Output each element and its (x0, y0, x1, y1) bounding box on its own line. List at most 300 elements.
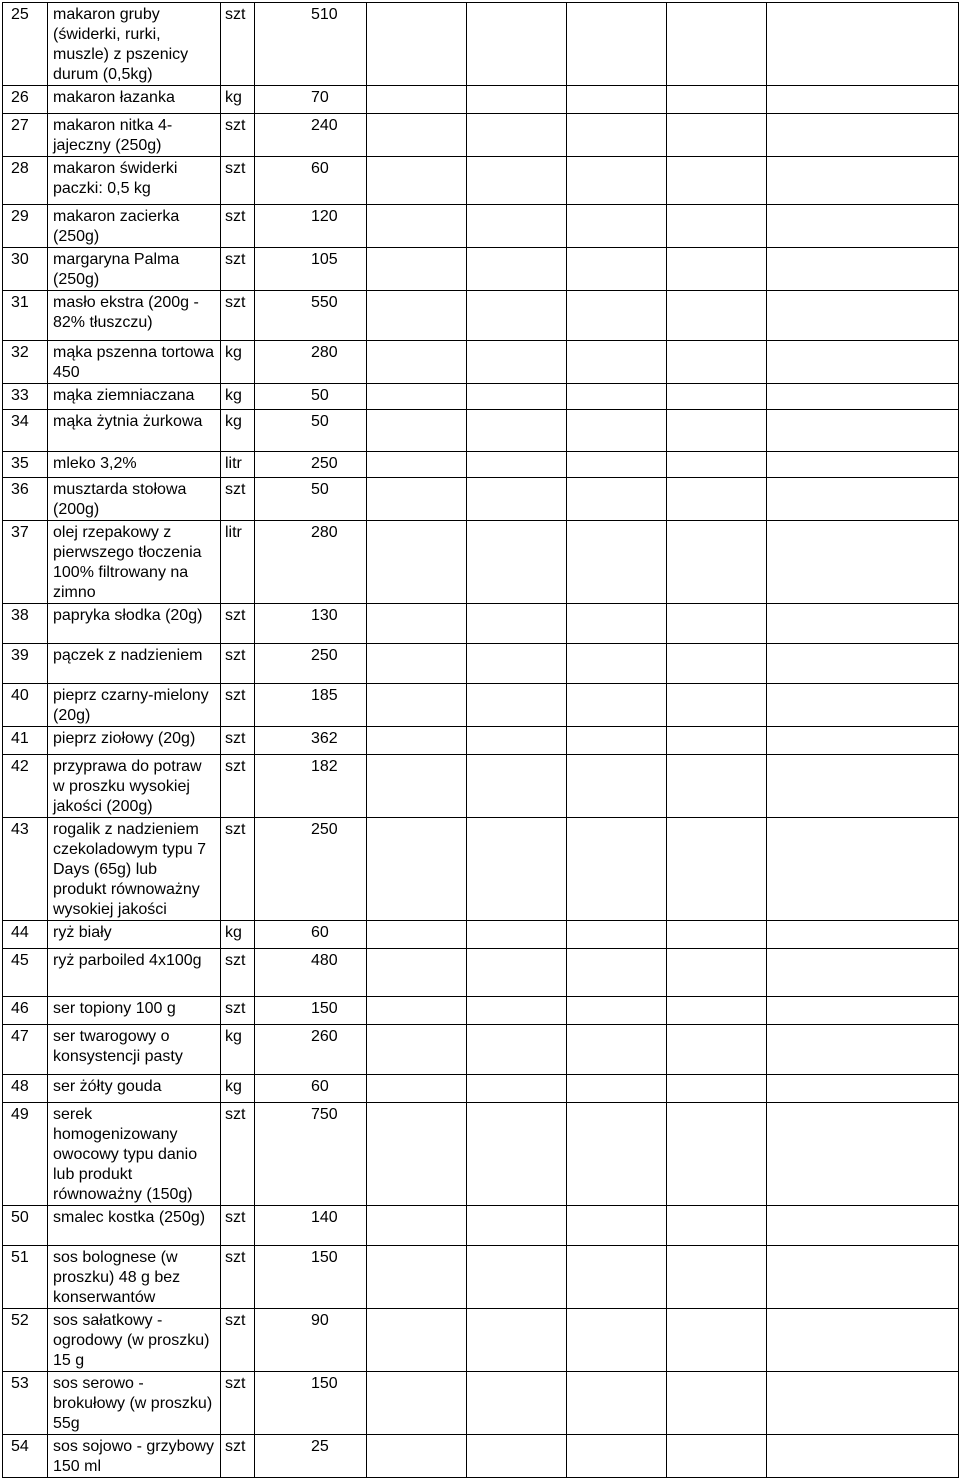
table-row (3, 1025, 959, 1075)
unit: kg (221, 384, 255, 410)
empty-cell (467, 3, 567, 86)
row-number: 36 (3, 478, 48, 521)
product-name: ser żółty gouda (48, 1075, 221, 1103)
empty-cell (667, 384, 767, 410)
row-number: 41 (3, 727, 48, 755)
empty-cell (667, 86, 767, 114)
empty-cell (667, 291, 767, 341)
empty-cell (467, 341, 567, 384)
empty-cell (567, 818, 667, 921)
empty-cell (467, 384, 567, 410)
table-row (3, 1103, 959, 1206)
empty-cell (467, 604, 567, 644)
unit: szt (221, 1206, 255, 1246)
empty-cell (667, 604, 767, 644)
empty-cell (667, 341, 767, 384)
empty-cell (367, 684, 467, 727)
quantity: 550 (255, 291, 367, 341)
quantity: 510 (255, 3, 367, 86)
empty-cell (567, 3, 667, 86)
table-row (3, 1246, 959, 1309)
row-number: 49 (3, 1103, 48, 1206)
empty-cell (467, 727, 567, 755)
product-name: mąka ziemniaczana (48, 384, 221, 410)
empty-cell (567, 604, 667, 644)
empty-cell (767, 157, 959, 205)
quantity: 150 (255, 1372, 367, 1435)
quantity: 50 (255, 410, 367, 452)
unit: szt (221, 1309, 255, 1372)
empty-cell (467, 1103, 567, 1206)
empty-cell (767, 410, 959, 452)
unit: szt (221, 684, 255, 727)
empty-cell (467, 1025, 567, 1075)
quantity: 182 (255, 755, 367, 818)
quantity: 130 (255, 604, 367, 644)
unit: szt (221, 478, 255, 521)
empty-cell (467, 1206, 567, 1246)
product-name: rogalik z nadzieniem czekoladowym typu 7 Days (65g) lub produkt równoważny wysokiej jakości (48, 818, 221, 921)
empty-cell (667, 114, 767, 157)
unit: kg (221, 410, 255, 452)
row-number: 30 (3, 248, 48, 291)
empty-cell (467, 997, 567, 1025)
empty-cell (367, 384, 467, 410)
unit: szt (221, 818, 255, 921)
product-name: makaron gruby (świderki, rurki, muszle) z pszenicy durum (0,5kg) (48, 3, 221, 86)
empty-cell (367, 921, 467, 949)
unit: szt (221, 727, 255, 755)
table-row (3, 86, 959, 114)
empty-cell (767, 3, 959, 86)
quantity: 25 (255, 1435, 367, 1478)
empty-cell (667, 727, 767, 755)
empty-cell (367, 1075, 467, 1103)
empty-cell (467, 644, 567, 684)
unit: szt (221, 755, 255, 818)
empty-cell (767, 1435, 959, 1478)
empty-cell (667, 644, 767, 684)
empty-cell (767, 205, 959, 248)
empty-cell (667, 478, 767, 521)
empty-cell (567, 1206, 667, 1246)
empty-cell (667, 997, 767, 1025)
row-number: 25 (3, 3, 48, 86)
empty-cell (567, 1246, 667, 1309)
table-row (3, 997, 959, 1025)
empty-cell (367, 755, 467, 818)
empty-cell (767, 1309, 959, 1372)
product-name: margaryna Palma (250g) (48, 248, 221, 291)
table-row (3, 114, 959, 157)
table-row (3, 921, 959, 949)
empty-cell (567, 1075, 667, 1103)
empty-cell (467, 410, 567, 452)
unit: szt (221, 644, 255, 684)
unit: szt (221, 949, 255, 997)
product-name: sos serowo - brokułowy (w proszku) 55g (48, 1372, 221, 1435)
table-row (3, 1372, 959, 1435)
empty-cell (567, 291, 667, 341)
quantity: 150 (255, 997, 367, 1025)
empty-cell (567, 921, 667, 949)
empty-cell (467, 921, 567, 949)
empty-cell (467, 157, 567, 205)
quantity: 480 (255, 949, 367, 997)
empty-cell (367, 644, 467, 684)
quantity: 260 (255, 1025, 367, 1075)
empty-cell (767, 997, 959, 1025)
row-number: 54 (3, 1435, 48, 1478)
empty-cell (567, 997, 667, 1025)
empty-cell (567, 727, 667, 755)
row-number: 35 (3, 452, 48, 478)
unit: szt (221, 3, 255, 86)
empty-cell (767, 478, 959, 521)
empty-cell (467, 248, 567, 291)
table-row (3, 205, 959, 248)
empty-cell (367, 1103, 467, 1206)
empty-cell (767, 341, 959, 384)
quantity: 50 (255, 478, 367, 521)
empty-cell (767, 818, 959, 921)
empty-cell (667, 755, 767, 818)
empty-cell (367, 114, 467, 157)
table-row (3, 521, 959, 604)
empty-cell (567, 1435, 667, 1478)
empty-cell (467, 478, 567, 521)
product-name: serek homogenizowany owocowy typu danio lub produkt równoważny (150g) (48, 1103, 221, 1206)
empty-cell (367, 997, 467, 1025)
row-number: 27 (3, 114, 48, 157)
table-row (3, 727, 959, 755)
table-row (3, 755, 959, 818)
product-name: przyprawa do potraw w proszku wysokiej jakości (200g) (48, 755, 221, 818)
quantity: 70 (255, 86, 367, 114)
empty-cell (667, 1309, 767, 1372)
unit: kg (221, 921, 255, 949)
table-row (3, 644, 959, 684)
empty-cell (667, 1075, 767, 1103)
empty-cell (567, 205, 667, 248)
unit: kg (221, 341, 255, 384)
quantity: 240 (255, 114, 367, 157)
table-row (3, 384, 959, 410)
table-row (3, 1075, 959, 1103)
product-name: smalec kostka (250g) (48, 1206, 221, 1246)
empty-cell (667, 3, 767, 86)
empty-cell (667, 521, 767, 604)
empty-cell (367, 86, 467, 114)
empty-cell (467, 818, 567, 921)
quantity: 250 (255, 452, 367, 478)
empty-cell (567, 521, 667, 604)
product-name: ryż biały (48, 921, 221, 949)
unit: szt (221, 1103, 255, 1206)
empty-cell (667, 157, 767, 205)
quantity: 362 (255, 727, 367, 755)
table-row (3, 949, 959, 997)
empty-cell (367, 3, 467, 86)
product-name: musztarda stołowa (200g) (48, 478, 221, 521)
empty-cell (767, 949, 959, 997)
empty-cell (367, 1372, 467, 1435)
product-name: masło ekstra (200g - 82% tłuszczu) (48, 291, 221, 341)
empty-cell (667, 921, 767, 949)
row-number: 47 (3, 1025, 48, 1075)
empty-cell (467, 1372, 567, 1435)
empty-cell (367, 410, 467, 452)
empty-cell (567, 157, 667, 205)
unit: litr (221, 452, 255, 478)
table-row (3, 341, 959, 384)
empty-cell (767, 1206, 959, 1246)
row-number: 32 (3, 341, 48, 384)
quantity: 60 (255, 1075, 367, 1103)
empty-cell (667, 818, 767, 921)
quantity: 140 (255, 1206, 367, 1246)
empty-cell (667, 1372, 767, 1435)
empty-cell (367, 521, 467, 604)
row-number: 37 (3, 521, 48, 604)
unit: szt (221, 114, 255, 157)
row-number: 50 (3, 1206, 48, 1246)
row-number: 51 (3, 1246, 48, 1309)
quantity: 60 (255, 921, 367, 949)
table-row (3, 604, 959, 644)
row-number: 38 (3, 604, 48, 644)
row-number: 43 (3, 818, 48, 921)
unit: szt (221, 291, 255, 341)
empty-cell (367, 341, 467, 384)
row-number: 28 (3, 157, 48, 205)
product-table (2, 2, 959, 1478)
empty-cell (767, 114, 959, 157)
product-name: makaron nitka 4-jajeczny (250g) (48, 114, 221, 157)
empty-cell (467, 452, 567, 478)
unit: szt (221, 157, 255, 205)
product-name: ser topiony 100 g (48, 997, 221, 1025)
empty-cell (367, 205, 467, 248)
row-number: 46 (3, 997, 48, 1025)
row-number: 29 (3, 205, 48, 248)
row-number: 42 (3, 755, 48, 818)
unit: kg (221, 1025, 255, 1075)
quantity: 750 (255, 1103, 367, 1206)
empty-cell (567, 1025, 667, 1075)
empty-cell (467, 86, 567, 114)
product-name: makaron świderki paczki: 0,5 kg (48, 157, 221, 205)
quantity: 280 (255, 341, 367, 384)
empty-cell (467, 521, 567, 604)
product-name: sos sałatkowy - ogrodowy (w proszku) 15 g (48, 1309, 221, 1372)
quantity: 250 (255, 644, 367, 684)
empty-cell (567, 1309, 667, 1372)
row-number: 48 (3, 1075, 48, 1103)
row-number: 40 (3, 684, 48, 727)
empty-cell (767, 644, 959, 684)
empty-cell (767, 1246, 959, 1309)
empty-cell (567, 644, 667, 684)
unit: szt (221, 997, 255, 1025)
empty-cell (667, 452, 767, 478)
row-number: 45 (3, 949, 48, 997)
empty-cell (467, 1075, 567, 1103)
empty-cell (567, 86, 667, 114)
empty-cell (467, 1309, 567, 1372)
empty-cell (367, 1206, 467, 1246)
table-row (3, 410, 959, 452)
empty-cell (467, 755, 567, 818)
empty-cell (567, 478, 667, 521)
empty-cell (667, 1025, 767, 1075)
table-row (3, 1309, 959, 1372)
table-row (3, 157, 959, 205)
empty-cell (367, 248, 467, 291)
empty-cell (467, 291, 567, 341)
empty-cell (767, 1103, 959, 1206)
empty-cell (367, 604, 467, 644)
product-name: makaron zacierka (250g) (48, 205, 221, 248)
empty-cell (567, 452, 667, 478)
table-row (3, 248, 959, 291)
empty-cell (667, 949, 767, 997)
quantity: 120 (255, 205, 367, 248)
empty-cell (467, 205, 567, 248)
quantity: 150 (255, 1246, 367, 1309)
unit: kg (221, 1075, 255, 1103)
empty-cell (767, 684, 959, 727)
empty-cell (367, 1435, 467, 1478)
product-name: makaron łazanka (48, 86, 221, 114)
unit: szt (221, 205, 255, 248)
empty-cell (767, 921, 959, 949)
unit: szt (221, 1372, 255, 1435)
row-number: 52 (3, 1309, 48, 1372)
empty-cell (767, 1372, 959, 1435)
empty-cell (367, 1309, 467, 1372)
row-number: 34 (3, 410, 48, 452)
empty-cell (567, 1372, 667, 1435)
product-name: pieprz ziołowy (20g) (48, 727, 221, 755)
empty-cell (367, 452, 467, 478)
product-name: sos sojowo - grzybowy 150 ml (48, 1435, 221, 1478)
unit: litr (221, 521, 255, 604)
product-table-body (3, 3, 959, 1478)
table-row (3, 818, 959, 921)
product-name: pieprz czarny-mielony (20g) (48, 684, 221, 727)
empty-cell (567, 1103, 667, 1206)
empty-cell (467, 949, 567, 997)
empty-cell (467, 684, 567, 727)
table-row (3, 1435, 959, 1478)
quantity: 90 (255, 1309, 367, 1372)
empty-cell (367, 727, 467, 755)
empty-cell (667, 1246, 767, 1309)
empty-cell (367, 949, 467, 997)
empty-cell (567, 114, 667, 157)
empty-cell (767, 291, 959, 341)
empty-cell (667, 1435, 767, 1478)
empty-cell (667, 1206, 767, 1246)
empty-cell (767, 452, 959, 478)
product-name: olej rzepakowy z pierwszego tłoczenia 100% filtrowany na zimno (48, 521, 221, 604)
table-row (3, 3, 959, 86)
empty-cell (767, 727, 959, 755)
empty-cell (567, 248, 667, 291)
product-name: mleko 3,2% (48, 452, 221, 478)
quantity: 105 (255, 248, 367, 291)
product-name: mąka żytnia żurkowa (48, 410, 221, 452)
unit: kg (221, 86, 255, 114)
empty-cell (567, 684, 667, 727)
table-row (3, 452, 959, 478)
empty-cell (667, 205, 767, 248)
empty-cell (567, 949, 667, 997)
empty-cell (567, 341, 667, 384)
row-number: 53 (3, 1372, 48, 1435)
empty-cell (467, 114, 567, 157)
quantity: 185 (255, 684, 367, 727)
empty-cell (367, 818, 467, 921)
quantity: 60 (255, 157, 367, 205)
empty-cell (367, 291, 467, 341)
empty-cell (667, 684, 767, 727)
empty-cell (767, 755, 959, 818)
empty-cell (367, 157, 467, 205)
quantity: 250 (255, 818, 367, 921)
product-name: pączek z nadzieniem (48, 644, 221, 684)
empty-cell (367, 1246, 467, 1309)
empty-cell (667, 1103, 767, 1206)
empty-cell (367, 1025, 467, 1075)
empty-cell (767, 248, 959, 291)
empty-cell (567, 384, 667, 410)
table-row (3, 684, 959, 727)
table-row (3, 478, 959, 521)
unit: szt (221, 604, 255, 644)
product-name: ryż parboiled 4x100g (48, 949, 221, 997)
unit: szt (221, 1435, 255, 1478)
empty-cell (767, 86, 959, 114)
empty-cell (367, 478, 467, 521)
empty-cell (467, 1246, 567, 1309)
product-name: mąka pszenna tortowa 450 (48, 341, 221, 384)
row-number: 26 (3, 86, 48, 114)
product-name: sos bolognese (w proszku) 48 g bez konserwantów (48, 1246, 221, 1309)
empty-cell (767, 384, 959, 410)
empty-cell (767, 604, 959, 644)
empty-cell (767, 1075, 959, 1103)
unit: szt (221, 248, 255, 291)
quantity: 50 (255, 384, 367, 410)
empty-cell (467, 1435, 567, 1478)
product-name: papryka słodka (20g) (48, 604, 221, 644)
row-number: 31 (3, 291, 48, 341)
product-name: ser twarogowy o konsystencji pasty (48, 1025, 221, 1075)
empty-cell (667, 248, 767, 291)
quantity: 280 (255, 521, 367, 604)
row-number: 39 (3, 644, 48, 684)
unit: szt (221, 1246, 255, 1309)
table-row (3, 1206, 959, 1246)
empty-cell (667, 410, 767, 452)
empty-cell (567, 755, 667, 818)
table-row (3, 291, 959, 341)
empty-cell (767, 521, 959, 604)
row-number: 44 (3, 921, 48, 949)
empty-cell (567, 410, 667, 452)
